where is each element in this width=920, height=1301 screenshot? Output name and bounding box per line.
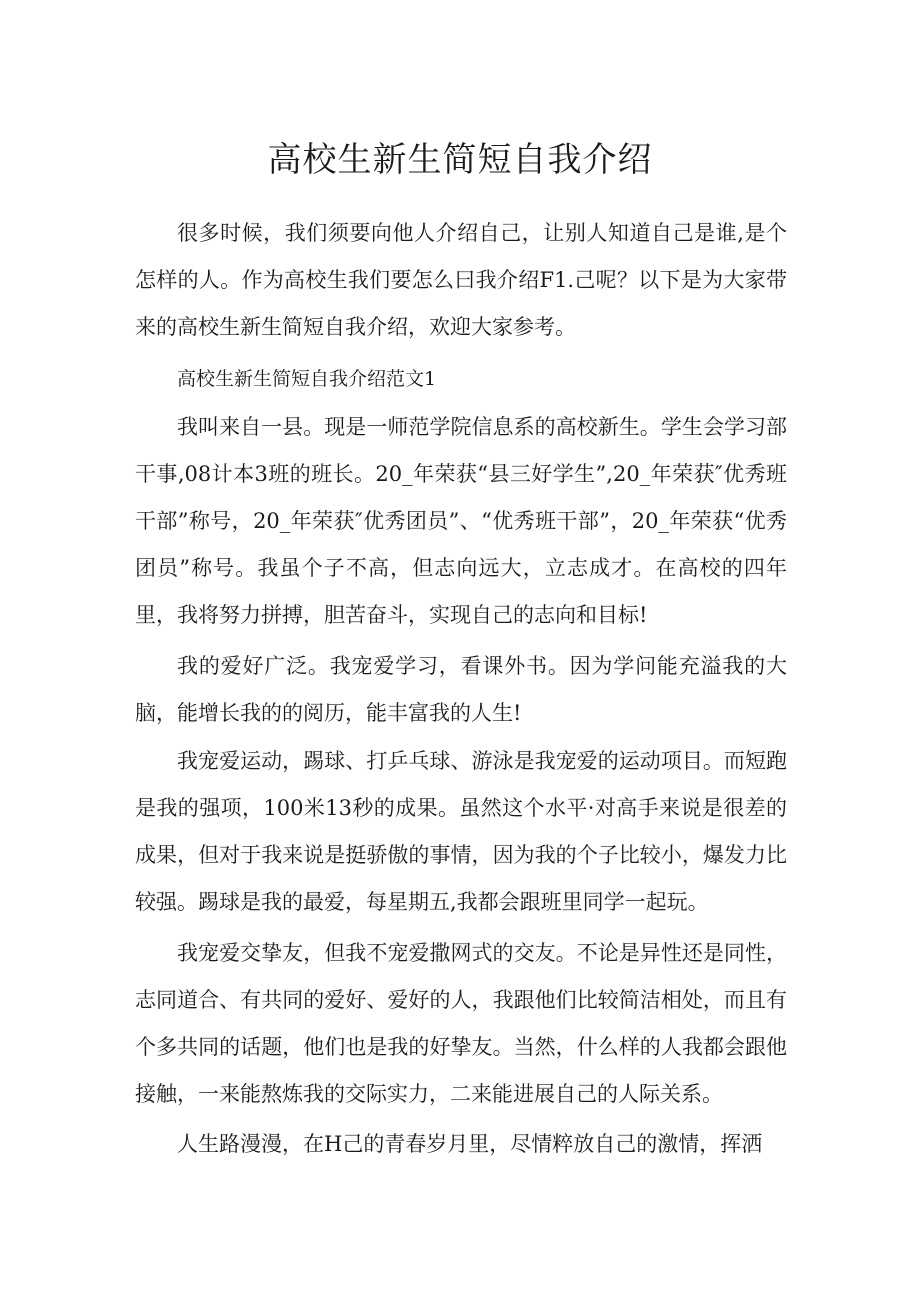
document-title: 高校生新生简短自我介绍 (267, 140, 653, 180)
body-paragraph: 我宠爱运动，踢球、打乒乓球、游泳是我宠爱的运动项目。而短跑是我的强项，100米13秒的成果。虽然这个水平·对高手来说是很差的成果，但对于我来说是挺骄傲的事情，因为我的个子比较小，爆发力比较强。踢球是我的最爱，每星期五,我都会跟班里同学一起玩。 (135, 749, 787, 914)
body-paragraph: 人生路漫漫，在H己的青春岁月里，尽情粹放自己的激情，挥洒 (177, 1132, 763, 1156)
body-paragraph: 我宠爱交挚友，但我不宠爱撒网式的交友。不论是异性还是同性，志同道合、有共同的爱好、爱好的人，我跟他们比较简洁相处，而且有个多共同的话题，他们也是我的好挚友。当然，什么样的人我都会跟他接触，一来能熬炼我的交际实力，二来能进展自己的人际关系。 (135, 941, 787, 1106)
body-paragraph: 我的爱好广泛。我宠爱学习，看课外书。因为学问能充溢我的大脑，能增长我的的阅历，能丰富我的人生! (135, 654, 787, 725)
section-heading: 高校生新生简短自我介绍范文1 (177, 368, 437, 390)
body-paragraph: 我叫来自一县。现是一师范学院信息系的高校新生。学生会学习部干事,08计本3班的班长。20_年荣获“县三好学生”,20_年荣获″优秀班干部”称号，20_年荣获″优秀团员”、“优秀班干部”，20_年荣获“优秀团员”称号。我虽个子不高，但志向远大，立志成才。在高校的四年里，我将努力拼搏，胆苦奋斗，实现自己的志向和目标! (135, 415, 787, 627)
intro-paragraph: 很多时候，我们须要向他人介绍自己，让别人知道自己是谁,是个怎样的人。作为高校生我们要怎么曰我介绍F1.己呢？以下是为大家带来的高校生新生简短自我介绍，欢迎大家参考。 (135, 221, 787, 339)
